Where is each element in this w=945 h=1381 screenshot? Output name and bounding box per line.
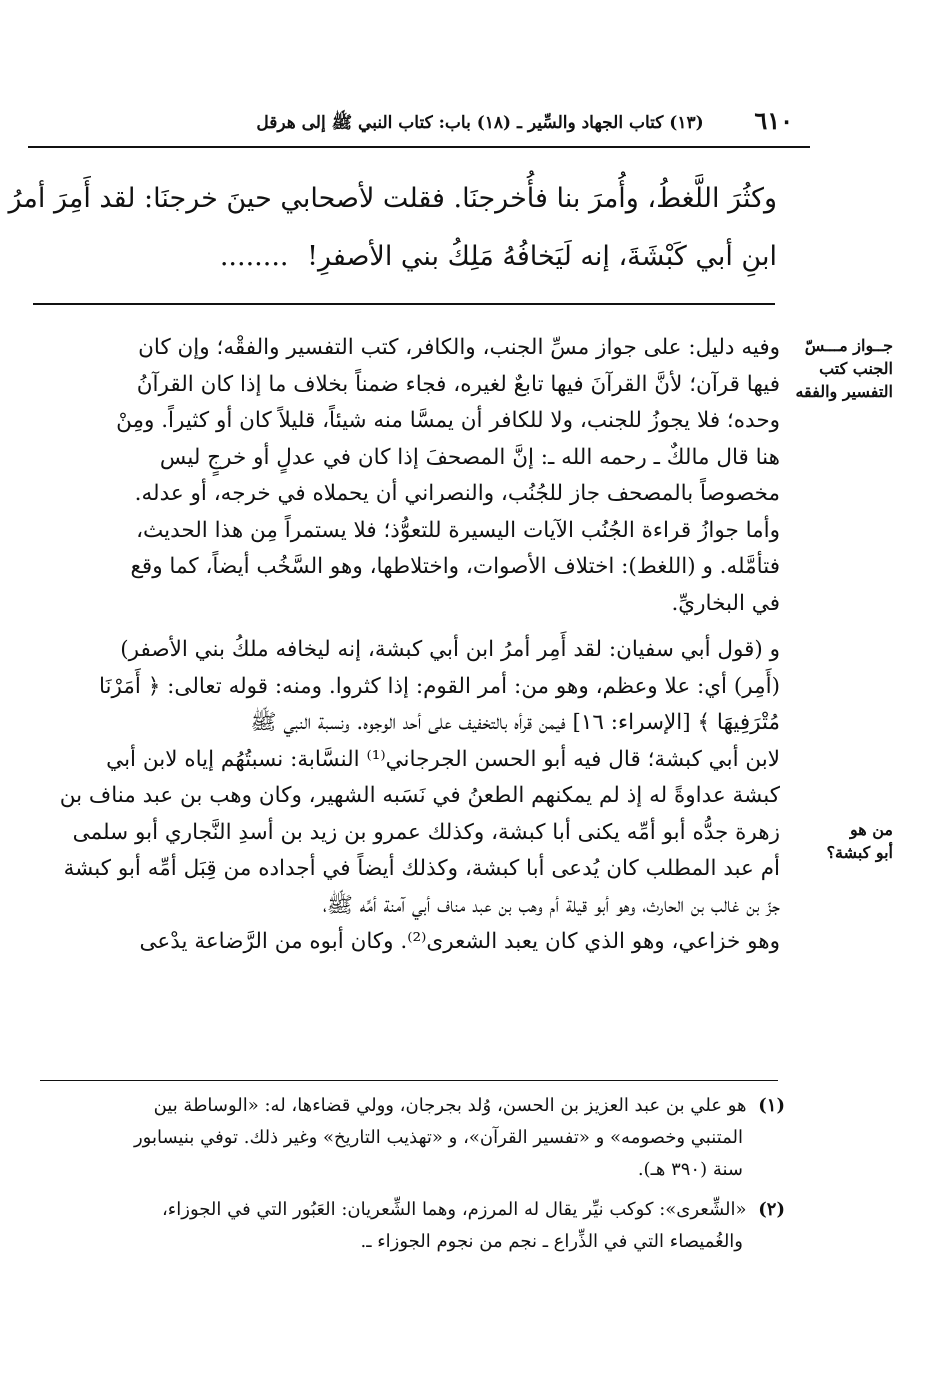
footnote-text: هو علي بن عبد العزيز بن الحسن، وُلد بجرجان، وولي قضاءها، له: «الوساطة بين (153, 1095, 747, 1116)
commentary-text (32, 330, 780, 961)
commentary-line: جزّ بن غالب بن الحارث، وهو أبو قيلة أم وهب بن عبد مناف أبي آمنة أمِّه ﷺ، (322, 892, 780, 918)
commentary-paragraph (32, 632, 780, 961)
commentary-line: (أَمِر) أي: علا وعظم، وهو من: أمر القوم: إذا كثروا. ومنه: قوله تعالى: ﴿ أَمَرْنَا (99, 673, 780, 699)
hadith-line-text: ابنِ أبي كَبْشَةَ، إنه لَيَخافُهُ مَلِكُ بني الأصفرِ! (307, 241, 777, 272)
commentary-line: مُتْرَفِيهَا ﴾ [الإسراء: ١٦] فيمن قرأه بالتخفيف على أحد الوجوه. ونسبة النبي ﷺ (250, 710, 780, 735)
footnote-line (40, 1090, 785, 1122)
margin-note-line: جــواز مـــسّ (804, 336, 893, 355)
footnote-number: (٢) (758, 1199, 785, 1220)
margin-note-abu-kabsha (777, 818, 893, 864)
section-divider (33, 303, 775, 305)
commentary-line: كبشة عداوةً له إذ لم يمكنهم الطعنُ في نَسَبه الشهير، وكان وهب بن عبد مناف بن (59, 783, 780, 808)
margin-note-line: التفسير والفقه (795, 382, 893, 401)
footnote-1 (40, 1090, 785, 1186)
footnote-line (40, 1194, 785, 1226)
commentary-line: مخصوصاً بالمصحف جاز للجُنُب، والنصراني أن يحملاه في خرجه، أو عدله. (134, 481, 780, 506)
margin-note-touching-books (777, 334, 893, 403)
commentary-paragraph (32, 330, 780, 622)
hadith-line (32, 228, 777, 286)
commentary-line: زهرة جدُّه أبو أمِّه يكنى أبا كبشة، وكذلك عمرو بن زيد بن أسدِ النَّجاري أبو سلمى (72, 819, 780, 845)
footnote-line: سنة (٣٩٠ هـ). (637, 1159, 743, 1180)
header-divider (28, 146, 810, 148)
margin-note-line: من هو (849, 820, 893, 839)
commentary-line: وأما جوازُ قراءة الجُنُب الآيات اليسيرة للتعوُّذ؛ فلا يستمراً مِن هذا الحديث، (136, 517, 780, 543)
commentary-line: و (قول أبي سفيان: لقد أَمِر أمرُ ابن أبي كبشة، إنه ليخافه ملكُ بني الأصفر) (120, 637, 780, 662)
commentary-line: وحده؛ فلا يجوزُ للجنب، ولا للكافر أن يمسَّا منه شيئاً، قليلاً كان أو كثيراً. ومِنْ (116, 408, 780, 433)
margin-note-line: أبو كبشة؟ (826, 843, 893, 862)
margin-note-line: الجنب كتب (819, 359, 893, 378)
page-number: ٦١٠ (754, 106, 793, 135)
commentary-line: فتأمَّله. و (اللغط): اختلاف الأصوات، واختلاطها، وهو السَّخُب أيضاً، كما وقع (130, 554, 780, 579)
hadith-text (8, 170, 777, 286)
commentary-line: في البخاريِّ. (671, 590, 780, 616)
commentary-line: وهو خزاعي، وهو الذي كان يعبد الشعرى⁽²⁾. وكان أبوه من الرَّضاعة يدْعى (139, 929, 780, 954)
commentary-line: أم عبد المطلب كان يُدعى أبا كبشة، وكذلك أيضاً في أجداده من قِبَل أمِّه أبو كبشة (63, 856, 780, 881)
footnote-text: «الشِّعرى»: كوكب نيِّر يقال له المرزم، وهما الشِّعريان: العَبُور التي في الجوزاء، (161, 1199, 747, 1220)
paragraph-spacer (32, 622, 780, 632)
hadith-line: وكثُرَ اللَّغطُ، وأُمرَ بنا فأُخرجنَا. فقلت لأصحابي حينَ خرجنَا: لقد أَمِرَ أمرُ (8, 183, 777, 214)
commentary-line: فيها قرآن؛ لأنَّ القرآنَ فيها تابعٌ لغيره، فجاء ضمناً بخلاف ما إذا كان القرآنُ (136, 371, 780, 397)
footnote-divider (40, 1080, 778, 1081)
commentary-line: وفيه دليل: على جواز مسِّ الجنب، والكافر، كتب التفسير والفقْه؛ وإن كان (138, 335, 780, 360)
commentary-line: لابن أبي كبشة؛ قال فيه أبو الحسن الجرجاني⁽¹⁾ النسَّابة: نسبتُهُم إياه لابن أبي (106, 746, 780, 772)
footnote-line: والغُميصاء التي في الذِّراع ـ نجم من نجوم الجوزاء ـ. (360, 1231, 743, 1252)
footnote-line: المتنبي وخصومه» و «تفسير القرآن»، و «تهذيب التاريخ» وغير ذلك. توفي بنيسابور (133, 1127, 743, 1148)
footnotes (40, 1090, 785, 1266)
commentary-line: هنا قال مالكٌ ـ رحمه الله ـ: إنَّ المصحفَ إذا كان في عدلٍ أو خرجٍ ليس (159, 444, 780, 470)
hadith-ellipsis: ........ (219, 241, 289, 272)
footnote-number: (١) (758, 1095, 785, 1116)
running-title: (١٣) كتاب الجهاد والسِّير ـ (١٨) باب: كتاب النبي ﷺ إلى هرقل (256, 113, 704, 133)
footnote-2 (40, 1194, 785, 1258)
